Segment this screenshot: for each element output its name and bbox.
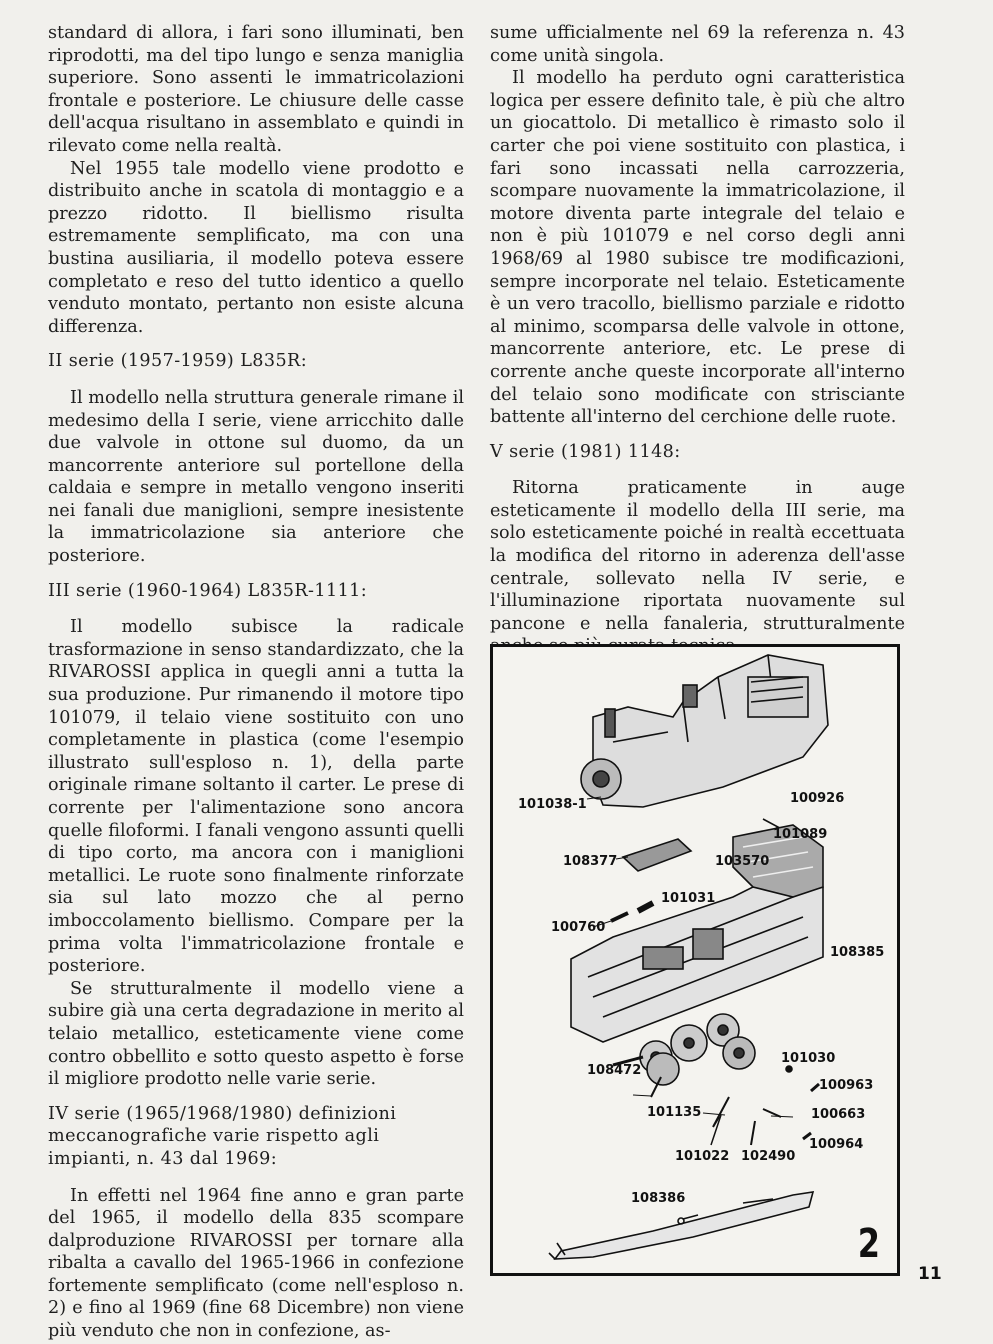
page-number: 11 — [918, 1264, 942, 1284]
paragraph: Il modello ha perduto ogni caratteristica logica per essere definito tale, è più che altro un giocattolo. Di metallico è rimasto solo il carter che poi viene sostituito con plastica, i fari sono incassati nella carrozzeria, scompare nuovamente la immatricolazione, il motore diventa parte integrale del telaio e non è più 101079 e nel corso degli anni 1968/69 al 1980 subisce tre modificazioni, sempre incorporate nel telaio. Esteticamente è un vero tracollo, biellismo parziale e ridotto al minimo, scomparsa delle valvole in ottone, mancorrente anteriore, etc. Le prese di corrente anche queste incorporate all'interno del telaio sono modificate con strisciante battente all'interno del cerchione delle ruote. — [490, 68, 905, 428]
coupler-part-drawing — [623, 839, 691, 871]
part-label: 101089 — [773, 827, 828, 842]
paragraph: Il modello subisce la radicale trasformazione in senso standardizzato, che la RIVAROSSI applica in quegli anni a tutta la sua produzione. Pur rimanendo il motore tipo 101079, il telaio viene sostituito con uno completamente in plastica (come l'esempio illustrato sull'esploso n. 1), della parte originale rimane soltanto il carter. Le prese di corrente per l'alimentazione sono ancora quelle filoformi. I fanali vengono assunti quelli di tipo corto, ma ancora con i maniglioni metallici. Le ruote sono finalmente rinforzate sia sul lato mozzo che al perno imboccolamento biellismo. Compare per la prima volta l'immatricolazione frontale e posteriore. — [48, 617, 464, 977]
part-label: 108385 — [830, 945, 885, 960]
section-heading-serie-3: III serie (1960-1964) L835R-1111: — [48, 580, 368, 601]
part-label: 103570 — [715, 854, 770, 869]
part-label: 100964 — [809, 1137, 864, 1152]
part-label: 108377 — [563, 854, 618, 869]
section-heading-serie-5: V serie (1981) 1148: — [490, 441, 681, 462]
figure-number: 2 — [857, 1221, 881, 1267]
part-label: 100926 — [790, 791, 845, 806]
part-label: 101030 — [781, 1051, 836, 1066]
paragraph: Ritorna praticamente in auge esteticamente il modello della III serie, ma solo esteticamente poiché in realtà eccettuata la modifica del ritorno in aderenza dell'asse centrale, sollevato nella IV serie, e l'illuminazione riportata nuovamente sul pancone e nella fanaleria, strutturalmente — [490, 478, 905, 634]
part-label: 101135 — [647, 1105, 702, 1120]
part-label: 101038-1 — [518, 797, 587, 812]
paragraph: sume ufficialmente nel 69 la referenza n. 43 come unità singola. — [490, 23, 905, 66]
section-heading-serie-4: IV serie (1965/1968/1980) definizioni meccanografiche varie rispetto agli impianti, n. 43 dal 1969: — [48, 1103, 397, 1169]
exploded-view-figure — [490, 644, 900, 1276]
part-label: 100663 — [811, 1107, 866, 1122]
paragraph: standard di allora, i fari sono illuminati, ben riprodotti, ma del tipo lungo e senza maniglia superiore. Sono assenti le immatricolazioni frontale e posteriore. Le chiusure delle casse dell'acqua risultano in assemblato e quindi in rilevato come nella realtà. — [48, 23, 464, 156]
right-text-column — [490, 22, 905, 658]
part-label: 101022 — [675, 1149, 730, 1164]
part-label: 108386 — [631, 1191, 686, 1206]
paragraph: Nel 1955 tale modello viene prodotto e distribuito anche in scatola di montaggio e a prezzo ridotto. Il biellismo risulta estremamente semplificato, ma con una bustina ausiliaria, il modello poteva essere completato e reso del tutto identico a quello venduto montato, pertanto non esiste alcuna differenza. — [48, 158, 464, 337]
part-label: 102490 — [741, 1149, 796, 1164]
part-label: 101031 — [661, 891, 716, 906]
paragraph: Se strutturalmente il modello viene a subire già una certa degradazione in merito al telaio metallico, esteticamente viene come contro obbellito e sotto questo aspetto è forse il migliore prodotto nelle varie serie. — [48, 978, 464, 1090]
part-label: 100760 — [551, 920, 606, 935]
paragraph: In effetti nel 1964 fine anno e gran parte del 1965, il modello della 835 scompare dalproduzione RIVAROSSI per tornare alla ribalta a cavallo del 1965-1966 in confezione fortemente semplificato (come nell'esploso n. 2) e fino al 1969 (fine 68 Dicembre) non viene più venduto che non in confezione, as- — [48, 1185, 464, 1342]
section-heading-serie-2: II serie (1957-1959) L835R: — [48, 351, 308, 372]
exploded-view-drawing — [493, 647, 897, 1273]
part-label: 100963 — [819, 1078, 874, 1093]
part-label: 108472 — [587, 1063, 642, 1078]
paragraph: Il modello nella struttura generale rimane il medesimo della I serie, viene arricchito dalle due valvole in ottone sul duomo, da un mancorrente anteriore sul portellone della caldaia e sempre in metallo vengono inseriti nei fanali due maniglioni, sempre inesistente la immatricolazione sia anteriore che posteriore. — [48, 387, 464, 567]
left-text-column — [48, 22, 464, 1343]
